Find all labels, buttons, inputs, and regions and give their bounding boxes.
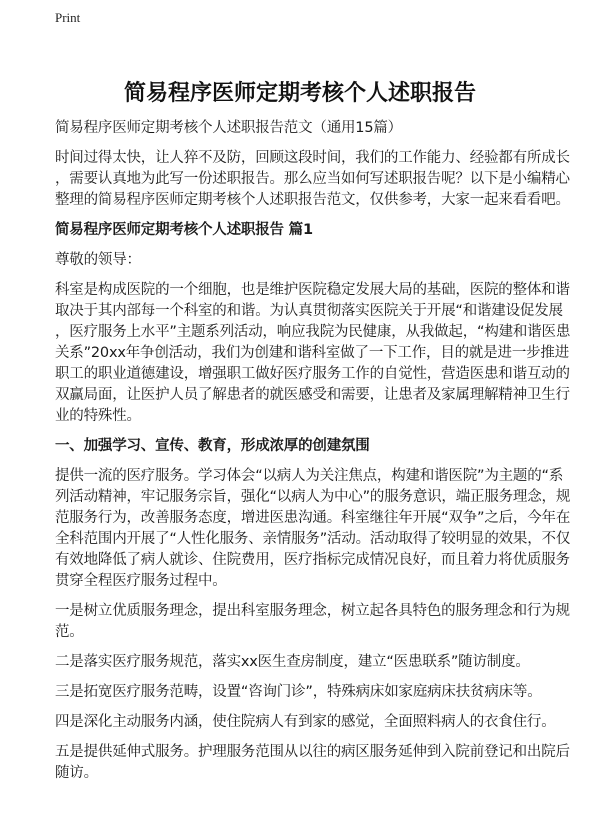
text-line: 取决于其内部每一个科室的和谐。为认真贯彻落实医院关于开展“和谐建设促发展 [55,303,563,319]
text-line: 贯穿全程医疗服务过程中。 [55,573,227,589]
body-paragraph-1 [55,280,595,427]
body-paragraph-2 [55,466,595,592]
greeting: 尊敬的领导： [55,252,141,268]
section-heading: 简易程序医师定期考核个人述职报告 篇1 [55,222,313,238]
text-line: 范服务行为，改善服务态度，增进医患沟通。科室继往年开展“双争”之后，今年在 [55,510,571,526]
text-line: 列活动精神，牢记服务宗旨，强化“以病人为中心”的服务意识，端正服务理念，规 [55,489,571,505]
list-item-2 [55,652,595,673]
list-item-3 [55,682,595,703]
text-line: 关系”20xx年争创活动，我们为创建和谐科室做了一下工作，目的就是进一步推进 [55,345,570,361]
text-line: 时间过得太快，让人猝不及防，回顾这段时间，我们的工作能力、经验都有所成长 [55,150,570,166]
list-item-5 [55,742,595,784]
text-line: 四是深化主动服务内涵，使住院病人有到家的感觉，全面照料病人的衣食住行。 [55,714,556,730]
text-line: 随访。 [55,765,98,781]
list-item-4 [55,712,595,733]
text-line: 范。 [55,624,84,640]
text-line: ，医疗服务上水平”主题系列活动，响应我院为民健康，从我做起，“构建和谐医患 [55,324,571,340]
text-line: 有效地降低了病人就诊、住院费用，医疗指标完成情况良好，而且着力将优质服务 [55,552,570,568]
text-line: 双赢局面，让医护人员了解患者的就医感受和需要，让患者及家属理解精神卫生行 [55,387,570,403]
text-line: 全科范围内开展了“人性化服务、亲情服务”活动。活动取得了较明显的效果，不仅 [55,531,571,547]
subtitle: 简易程序医师定期考核个人述职报告范文（通用15篇） [55,120,402,136]
text-line: 三是拓宽医疗服务范畴，设置“咨询门诊”，特殊病床如家庭病床扶贫病床等。 [55,684,542,700]
print-link[interactable]: Print [55,10,81,25]
text-line: 职工的职业道德建设，增强职工做好医疗服务工作的自觉性，营造医患和谐互动的 [55,366,570,382]
text-line: 业的特殊性。 [55,408,141,424]
text-line: 整理的简易程序医师定期考核个人述职报告范文，仅供参考，大家一起来看看吧。 [55,192,570,208]
text-line: 二是落实医疗服务规范，落实xx医生查房制度，建立“医患联系”随访制度。 [55,654,530,670]
list-item-1 [55,601,595,643]
page-title: 简易程序医师定期考核个人述职报告 [123,81,476,106]
text-line: 五是提供延伸式服务。护理服务范围从以往的病区服务延伸到入院前登记和出院后 [55,744,570,760]
text-line: 一是树立优质服务理念，提出科室服务理念，树立起各具特色的服务理念和行为规 [55,603,570,619]
text-line: ，需要认真地为此写一份述职报告。那么应当如何写述职报告呢？以下是小编精心 [55,171,570,187]
part1-heading: 一、加强学习、宣传、教育，形成浓厚的创建氛围 [55,438,370,454]
text-line: 科室是构成医院的一个细胞，也是维护医院稳定发展大局的基础，医院的整体和谐 [55,282,570,298]
intro-paragraph [55,148,595,211]
text-line: 提供一流的医疗服务。学习体会“以病人为关注焦点，构建和谐医院”为主题的“系 [55,468,564,484]
document-body [55,118,595,793]
